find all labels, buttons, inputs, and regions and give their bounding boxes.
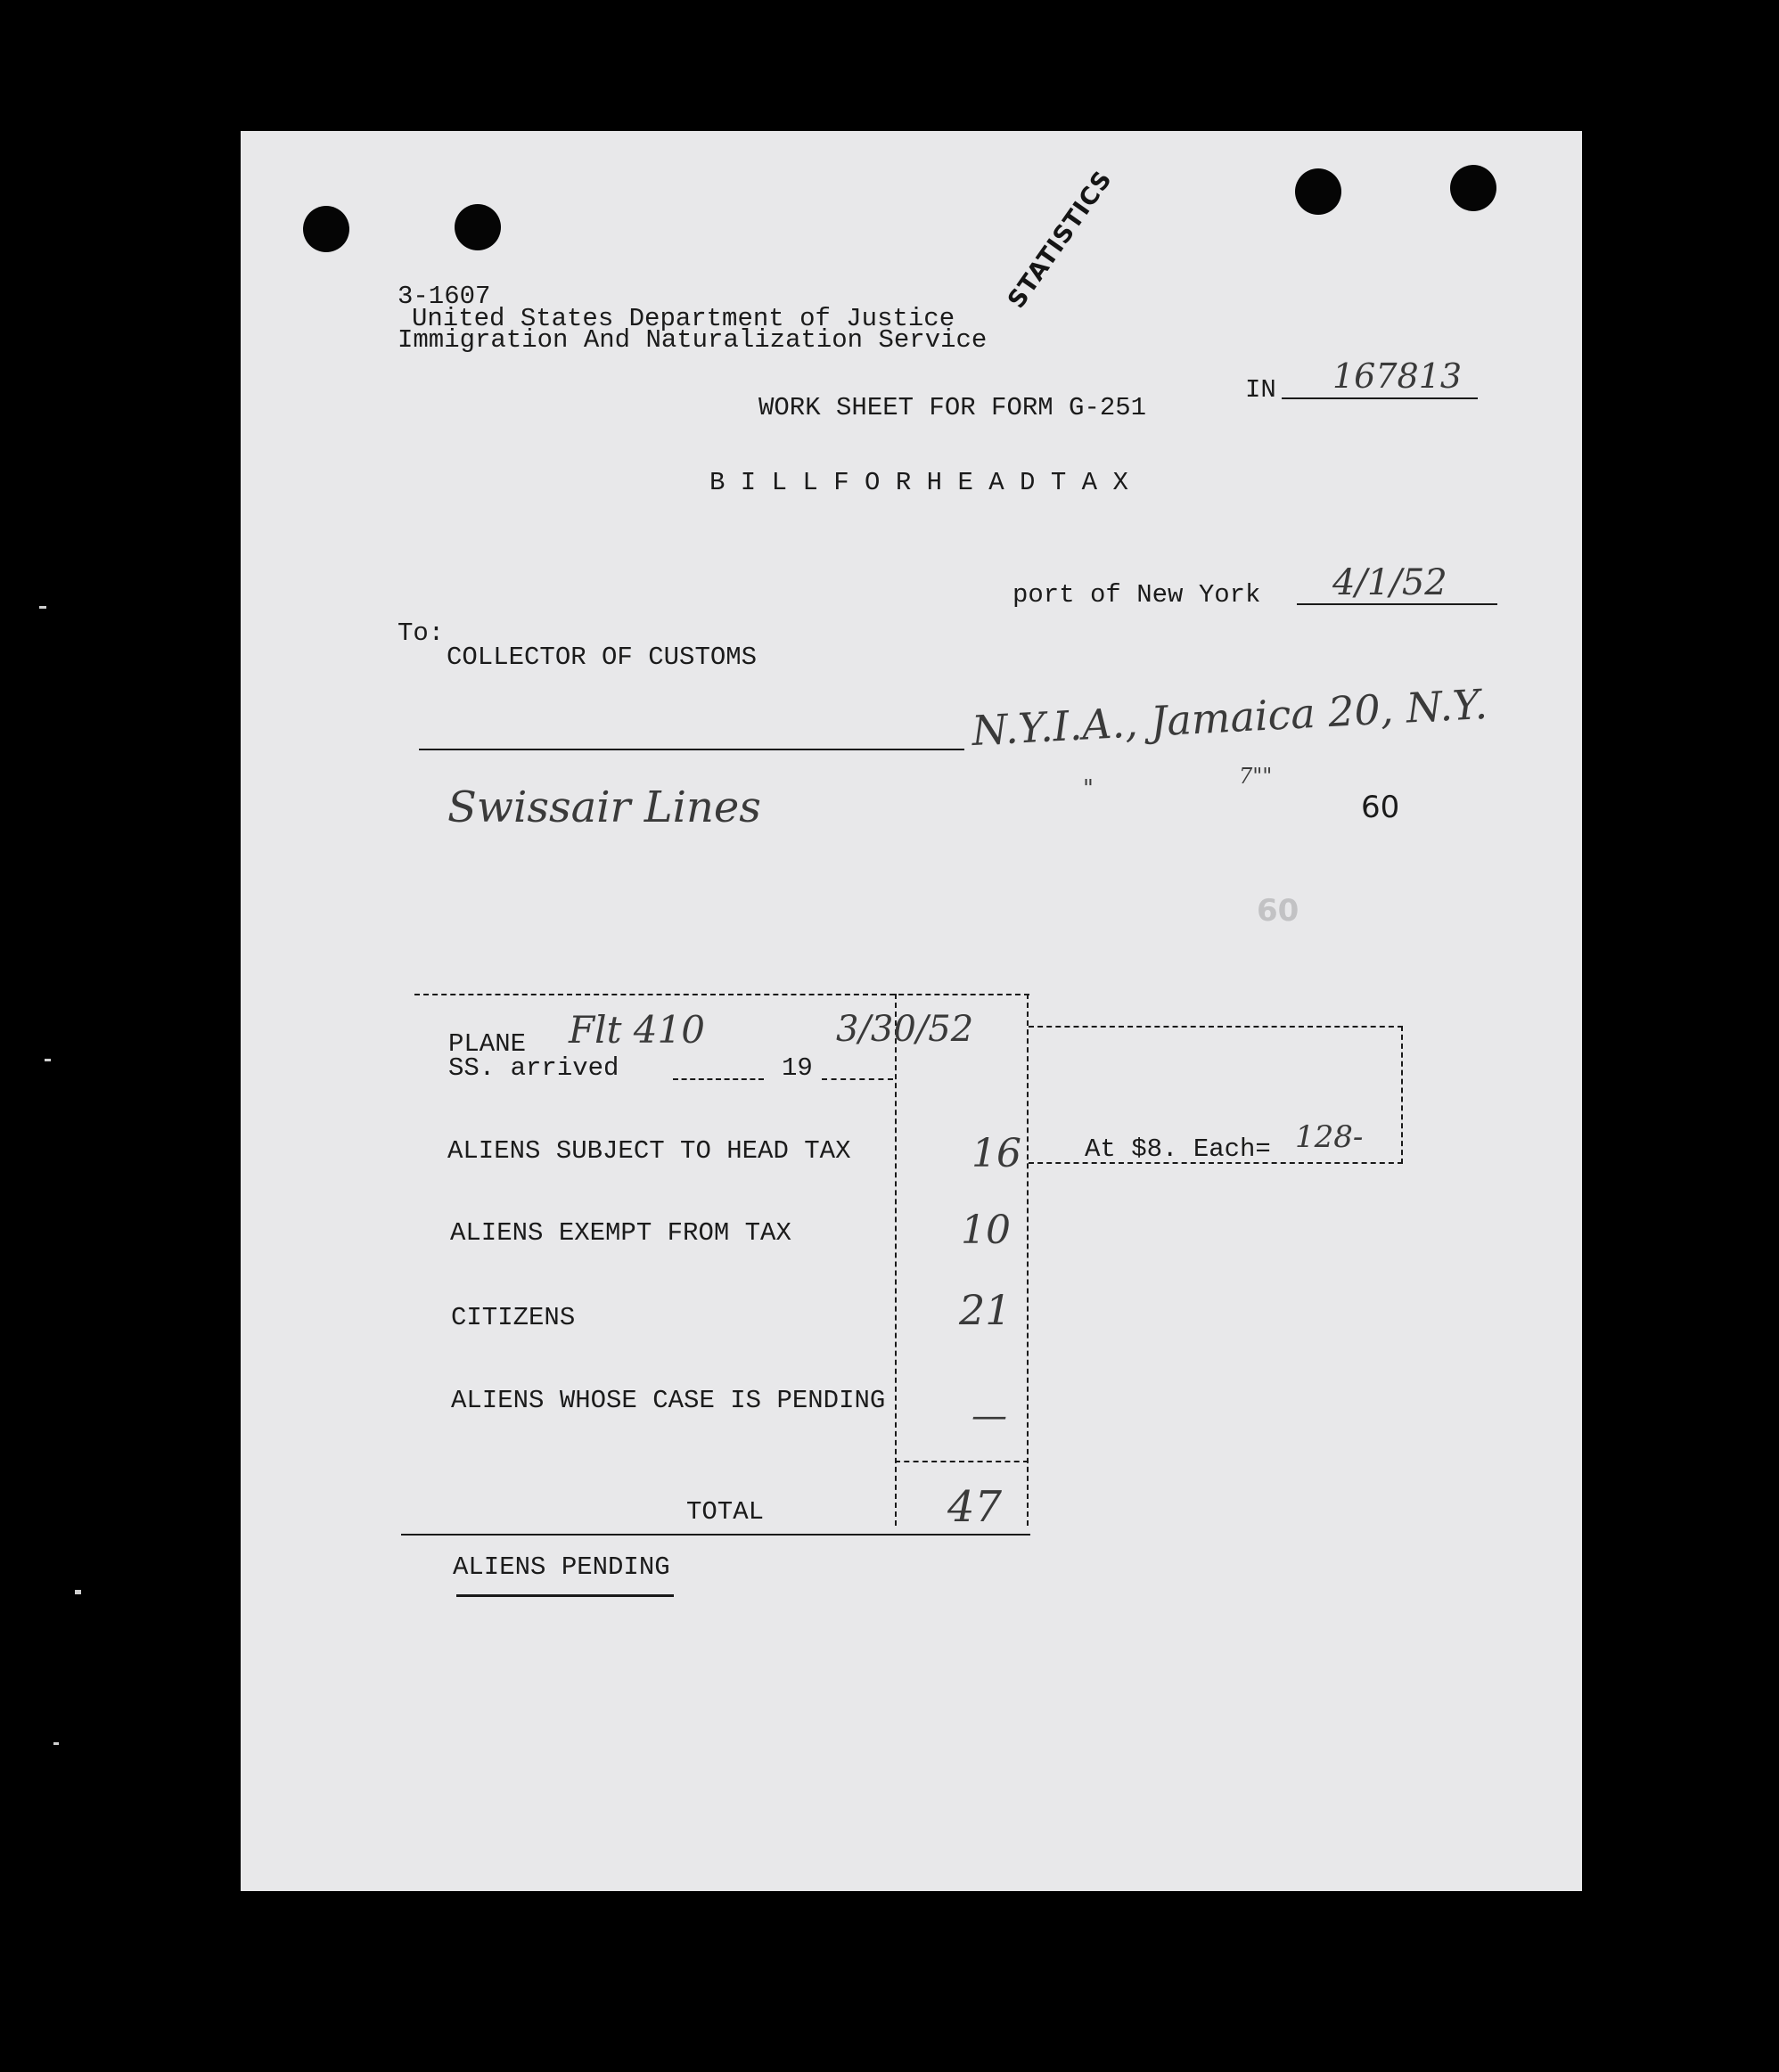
airport-location: N.Y.I.A., Jamaica 20, N.Y. <box>970 679 1489 756</box>
reference-number: 60 <box>1361 790 1400 825</box>
port-label: port of New York <box>1012 580 1261 610</box>
plane-label: PLANE <box>448 1029 527 1059</box>
in-label: IN <box>1245 375 1276 405</box>
scan-speck <box>53 1742 59 1745</box>
year-prefix: 19 <box>782 1053 813 1083</box>
arrival-blank-line <box>673 1078 764 1080</box>
service-name: Immigration And Naturalization Service <box>398 325 988 355</box>
total-rule <box>895 1461 1029 1462</box>
statistics-stamp: STATISTICS <box>1003 165 1119 314</box>
code-mark: 7"" <box>1239 764 1273 789</box>
scan-speck <box>75 1590 81 1594</box>
row-value-subject-tax: 16 <box>971 1131 1021 1176</box>
aliens-pending-label: ALIENS PENDING <box>453 1552 670 1582</box>
carrier-name: Swissair Lines <box>447 782 761 832</box>
punch-hole <box>1450 165 1496 211</box>
form-number: 3-1607 <box>398 282 491 311</box>
row-label-subject-tax: ALIENS SUBJECT TO HEAD TAX <box>447 1136 851 1166</box>
punch-hole <box>455 204 501 250</box>
date-underline <box>1297 603 1497 605</box>
scan-speck <box>39 606 46 609</box>
bill-title: B I L L F O R H E A D T A X <box>709 468 1128 497</box>
faint-number: 60 <box>1257 893 1299 929</box>
value-column-right <box>1027 994 1029 1526</box>
to-label: To: <box>398 618 445 648</box>
total-value: 47 <box>947 1482 1003 1532</box>
value-column-left <box>895 994 897 1526</box>
document-page <box>241 131 1582 1891</box>
address-line <box>419 749 964 750</box>
rate-text: At $8. Each= <box>1085 1134 1271 1164</box>
table-top-line <box>414 994 1029 995</box>
in-number: 167813 <box>1332 356 1463 396</box>
row-value-exempt: 10 <box>961 1208 1011 1253</box>
punch-hole <box>303 206 349 252</box>
row-value-pending-case: — <box>971 1396 1007 1437</box>
scan-speck <box>45 1059 51 1061</box>
date-value: 4/1/52 <box>1332 562 1447 603</box>
worksheet-title: WORK SHEET FOR FORM G-251 <box>758 393 1147 422</box>
row-label-pending-case: ALIENS WHOSE CASE IS PENDING <box>451 1386 886 1415</box>
row-label-citizens: CITIZENS <box>451 1303 576 1332</box>
row-label-exempt: ALIENS EXEMPT FROM TAX <box>450 1218 791 1248</box>
total-label: TOTAL <box>686 1497 765 1527</box>
rate-box-top <box>1029 1026 1403 1028</box>
aliens-pending-underline <box>456 1594 674 1597</box>
rate-amount: 128- <box>1295 1119 1364 1155</box>
ss-arrived-label: SS. arrived <box>448 1053 619 1083</box>
punch-hole <box>1295 168 1341 215</box>
ditto-mark: " <box>1083 775 1094 802</box>
rate-box-right <box>1401 1026 1403 1164</box>
table-bottom-line <box>401 1534 1030 1536</box>
in-number-underline <box>1282 397 1478 399</box>
year-blank-line <box>822 1078 893 1080</box>
addressee: COLLECTOR OF CUSTOMS <box>447 643 758 672</box>
flight-number: Flt 410 <box>569 1008 705 1052</box>
arrival-date: 3/30/52 <box>836 1009 974 1050</box>
row-value-citizens: 21 <box>959 1286 1012 1334</box>
department-name: United States Department of Justice <box>412 304 955 333</box>
